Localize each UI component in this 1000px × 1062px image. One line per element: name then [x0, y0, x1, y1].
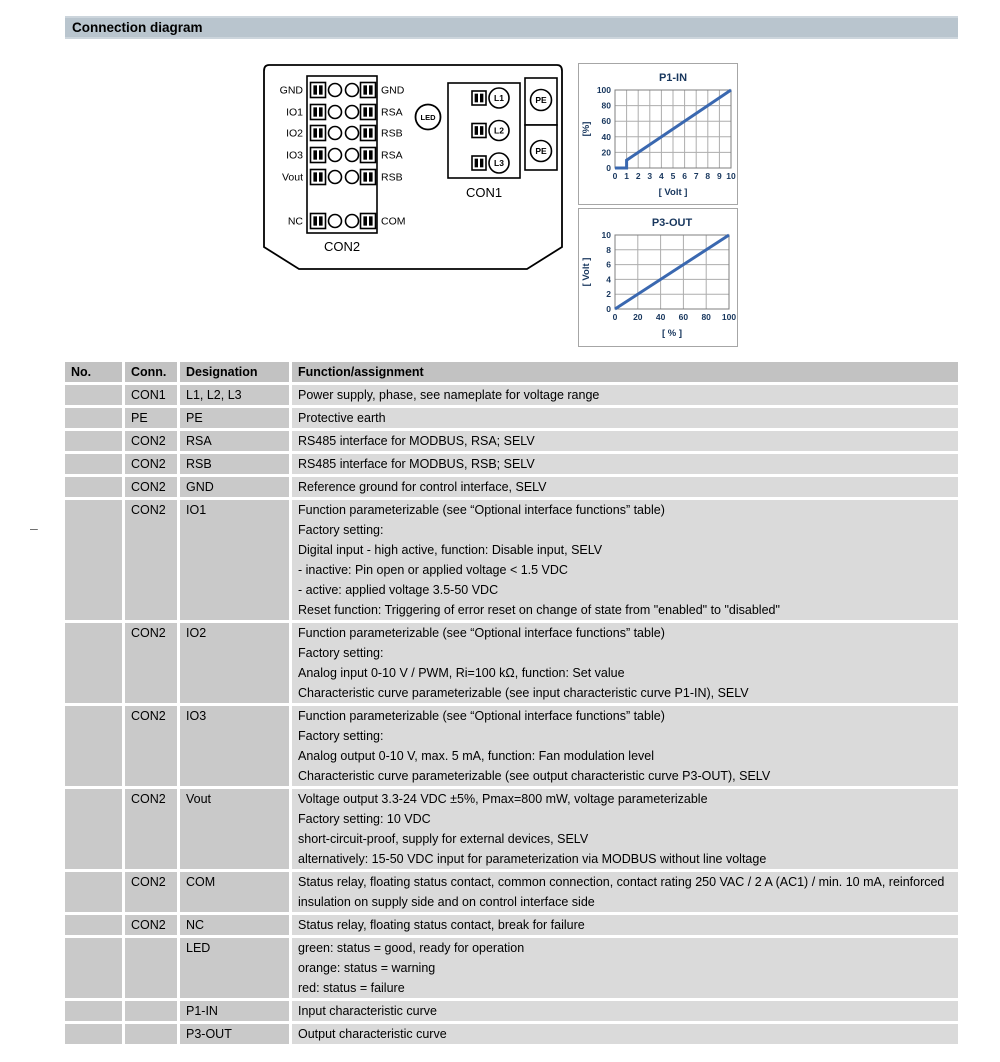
- function-line: Voltage output 3.3-24 VDC ±5%, Pmax=800 mW, voltage parameterizable: [298, 792, 708, 806]
- terminal-contact-icon: [472, 156, 486, 170]
- x-tick-label: 8: [705, 171, 711, 181]
- table-cell-conn: CON2: [125, 915, 177, 935]
- table-cell-designation: NC: [180, 915, 289, 935]
- terminal-pin-icon: [313, 150, 317, 159]
- table-row: [65, 789, 958, 869]
- terminal-pin-icon: [363, 107, 367, 116]
- terminal-pin-icon: [475, 94, 478, 103]
- table-cell-designation: IO3: [180, 706, 289, 786]
- chart-title: P3-OUT: [651, 217, 693, 229]
- contact-hole-icon: [346, 106, 359, 119]
- x-tick-label: 9: [717, 171, 722, 181]
- con1-caption: CON1: [465, 185, 503, 200]
- table-header-cell: No.: [65, 362, 122, 382]
- table-cell-no: [65, 454, 122, 474]
- function-line: Output characteristic curve: [298, 1027, 447, 1041]
- y-tick-label: 60: [601, 116, 611, 127]
- terminal-pin-icon: [369, 150, 373, 159]
- function-line: Status relay, floating status contact, break for failure: [298, 918, 585, 932]
- x-tick-label: 2: [635, 171, 641, 181]
- contact-hole-icon: [329, 84, 342, 97]
- function-line: orange: status = warning: [298, 961, 436, 975]
- y-tick-label: 2: [606, 289, 611, 300]
- terminal-pin-icon: [363, 216, 367, 225]
- function-line: Characteristic curve parameterizable (see input characteristic curve P1-IN), SELV: [298, 686, 749, 700]
- x-tick-label: 6: [682, 171, 687, 181]
- table-cell-no: [65, 1024, 122, 1044]
- terminal-contact-icon: [311, 83, 326, 98]
- phase-label: L2: [494, 125, 504, 136]
- con2-left-pin-label: IO2: [286, 127, 303, 140]
- x-tick-label: 4: [659, 171, 664, 181]
- function-line: Function parameterizable (see “Optional interface functions” table): [298, 503, 665, 517]
- table-cell-no: [65, 623, 122, 703]
- terminal-pin-icon: [369, 172, 373, 181]
- table-cell-designation: GND: [180, 477, 289, 497]
- table-cell-designation: P3-OUT: [180, 1024, 289, 1044]
- table-cell-designation: PE: [180, 408, 289, 428]
- table-cell-conn: CON2: [125, 872, 177, 912]
- table-cell-designation: RSA: [180, 431, 289, 451]
- y-tick-label: 0: [606, 304, 611, 314]
- chart-p3-out: [578, 208, 738, 347]
- table-cell-conn: [125, 1001, 177, 1021]
- y-tick-label: 40: [601, 131, 611, 142]
- table-cell-no: [65, 385, 122, 405]
- table-cell-designation: RSB: [180, 454, 289, 474]
- table-cell-function: [292, 938, 958, 998]
- terminal-contact-icon: [361, 148, 376, 163]
- function-line: RS485 interface for MODBUS, RSB; SELV: [298, 457, 535, 471]
- connection-table: [65, 362, 958, 1047]
- table-cell-designation: P1-IN: [180, 1001, 289, 1021]
- y-tick-label: 80: [601, 100, 611, 111]
- terminal-pin-icon: [319, 172, 323, 181]
- function-line: red: status = failure: [298, 981, 405, 995]
- x-tick-label: 7: [693, 171, 699, 181]
- con2-right-pin-label: RSA: [381, 149, 403, 162]
- function-line: Power supply, phase, see nameplate for voltage range: [298, 388, 600, 402]
- table-cell-designation: LED: [180, 938, 289, 998]
- function-line: Function parameterizable (see “Optional interface functions” table): [298, 709, 665, 723]
- terminal-pin-icon: [369, 85, 373, 94]
- table-row: [65, 385, 958, 405]
- table-cell-conn: CON2: [125, 500, 177, 620]
- x-tick-label: 20: [633, 312, 643, 322]
- terminal-contact-icon: [311, 214, 326, 229]
- con2-right-pin-label: COM: [381, 215, 406, 228]
- con2-right-pin-label: RSB: [381, 127, 403, 140]
- contact-hole-icon: [329, 149, 342, 162]
- function-line: Input characteristic curve: [298, 1004, 437, 1018]
- x-tick-label: 3: [647, 171, 653, 181]
- table-cell-designation: COM: [180, 872, 289, 912]
- function-line: Reset function: Triggering of error reset on change of state from "enabled" to "disabled": [298, 603, 780, 617]
- table-cell-function: [292, 408, 958, 428]
- page-side-mark: –: [30, 520, 38, 536]
- table-cell-function: [292, 431, 958, 451]
- terminal-pin-icon: [369, 128, 373, 137]
- terminal-pin-icon: [313, 172, 317, 181]
- terminal-pin-icon: [369, 107, 373, 116]
- con2-left-pin-label: IO3: [286, 149, 303, 162]
- terminal-pin-icon: [480, 159, 483, 168]
- con2-right-pin-label: RSA: [381, 106, 403, 119]
- terminal-pin-icon: [319, 85, 323, 94]
- y-tick-label: 8: [606, 244, 611, 255]
- table-cell-no: [65, 938, 122, 998]
- terminal-pin-icon: [480, 126, 483, 135]
- function-line: - inactive: Pin open or applied voltage < 1.5 VDC: [298, 563, 568, 577]
- x-tick-label: 40: [655, 312, 666, 322]
- chart-p1-in: [578, 63, 738, 205]
- section-title: Connection diagram: [72, 20, 203, 35]
- table-cell-function: [292, 500, 958, 620]
- table-cell-conn: CON2: [125, 706, 177, 786]
- y-tick-label: 0: [606, 163, 611, 173]
- terminal-pin-icon: [480, 94, 483, 103]
- table-cell-no: [65, 408, 122, 428]
- table-cell-no: [65, 706, 122, 786]
- table-cell-no: [65, 789, 122, 869]
- table-cell-function: [292, 706, 958, 786]
- y-axis-label: [%]: [581, 121, 592, 137]
- table-row: [65, 1024, 958, 1044]
- con2-left-pin-label: IO1: [286, 106, 303, 119]
- data-series-line: [615, 235, 729, 309]
- x-tick-label: 60: [678, 312, 689, 322]
- terminal-pin-icon: [475, 159, 478, 168]
- table-cell-function: [292, 789, 958, 869]
- x-axis-label: [ % ]: [661, 328, 683, 339]
- terminal-pin-icon: [319, 216, 323, 225]
- con2-left-pin-label: Vout: [281, 171, 303, 184]
- contact-hole-icon: [346, 171, 359, 184]
- terminal-pin-icon: [319, 150, 323, 159]
- table-cell-conn: CON2: [125, 789, 177, 869]
- table-cell-designation: IO1: [180, 500, 289, 620]
- con1-rows: [472, 88, 509, 173]
- contact-hole-icon: [346, 127, 359, 140]
- terminal-pin-icon: [313, 216, 317, 225]
- table-row: [65, 454, 958, 474]
- table-cell-designation: IO2: [180, 623, 289, 703]
- table-cell-function: [292, 915, 958, 935]
- table-cell-function: [292, 1024, 958, 1044]
- terminal-contact-icon: [311, 126, 326, 141]
- terminal-pin-icon: [363, 172, 367, 181]
- x-tick-label: 10: [726, 171, 736, 181]
- terminal-pin-icon: [313, 85, 317, 94]
- table-row: [65, 500, 958, 620]
- terminal-contact-icon: [472, 91, 486, 105]
- function-line: Digital input - high active, function: Disable input, SELV: [298, 543, 603, 557]
- table-cell-no: [65, 915, 122, 935]
- table-cell-conn: [125, 938, 177, 998]
- y-tick-label: 100: [596, 85, 611, 95]
- terminal-contact-icon: [472, 124, 486, 138]
- table-row: [65, 477, 958, 497]
- contact-hole-icon: [346, 215, 359, 228]
- x-axis-label: [ Volt ]: [658, 187, 688, 198]
- pe-label-1: PE: [535, 95, 547, 105]
- function-line: RS485 interface for MODBUS, RSA; SELV: [298, 434, 535, 448]
- terminal-pin-icon: [319, 107, 323, 116]
- table-header-cell: Conn.: [125, 362, 177, 382]
- terminal-pin-icon: [475, 126, 478, 135]
- table-row: [65, 431, 958, 451]
- table-cell-conn: CON2: [125, 477, 177, 497]
- table-cell-conn: CON1: [125, 385, 177, 405]
- terminal-pin-icon: [363, 128, 367, 137]
- table-cell-function: [292, 623, 958, 703]
- contact-hole-icon: [329, 106, 342, 119]
- contact-hole-icon: [329, 215, 342, 228]
- con2-right-pin-label: GND: [381, 84, 405, 97]
- phase-label: L1: [494, 93, 504, 103]
- table-cell-function: [292, 872, 958, 912]
- table-row: [65, 623, 958, 703]
- function-line: Function parameterizable (see “Optional interface functions” table): [298, 626, 665, 640]
- table-cell-no: [65, 431, 122, 451]
- contact-hole-icon: [329, 127, 342, 140]
- x-tick-label: 80: [701, 312, 711, 322]
- function-line: Status relay, floating status contact, common connection, contact rating 250 VAC / 2 A (AC1) / min. 10 mA, reinforced insulation on supply side and on control interface side: [298, 875, 945, 909]
- function-line: Factory setting:: [298, 646, 384, 660]
- function-line: Analog input 0-10 V / PWM, Ri=100 kΩ, function: Set value: [298, 666, 625, 680]
- y-tick-label: 4: [606, 274, 611, 285]
- phase-label: L3: [494, 158, 504, 168]
- terminal-contact-icon: [361, 170, 376, 185]
- terminal-contact-icon: [311, 170, 326, 185]
- x-tick-label: 0: [612, 312, 618, 322]
- table-cell-function: [292, 454, 958, 474]
- contact-hole-icon: [329, 171, 342, 184]
- function-line: Factory setting:: [298, 523, 384, 537]
- terminal-contact-icon: [311, 105, 326, 120]
- table-cell-function: [292, 1001, 958, 1021]
- function-line: Factory setting:: [298, 729, 384, 743]
- contact-hole-icon: [346, 149, 359, 162]
- x-tick-label: 1: [624, 171, 629, 181]
- con2-left-pin-label: GND: [279, 84, 303, 97]
- y-axis-label: [ Volt ]: [581, 257, 592, 287]
- terminal-pin-icon: [363, 150, 367, 159]
- table-header-cell: Designation: [180, 362, 289, 382]
- table-cell-conn: PE: [125, 408, 177, 428]
- terminal-contact-icon: [361, 214, 376, 229]
- table-cell-conn: CON2: [125, 454, 177, 474]
- terminal-pin-icon: [313, 128, 317, 137]
- y-tick-label: 10: [601, 230, 611, 240]
- table-cell-no: [65, 872, 122, 912]
- function-line: Analog output 0-10 V, max. 5 mA, function: Fan modulation level: [298, 749, 654, 763]
- terminal-contact-icon: [361, 126, 376, 141]
- table-cell-conn: [125, 1024, 177, 1044]
- table-cell-conn: CON2: [125, 431, 177, 451]
- table-cell-designation: Vout: [180, 789, 289, 869]
- terminal-contact-icon: [311, 148, 326, 163]
- table-header-cell: Function/assignment: [292, 362, 958, 382]
- table-cell-function: [292, 385, 958, 405]
- terminal-pin-icon: [363, 85, 367, 94]
- terminal-pin-icon: [319, 128, 323, 137]
- connection-diagram: [258, 60, 570, 275]
- table-cell-conn: CON2: [125, 623, 177, 703]
- table-cell-function: [292, 477, 958, 497]
- terminal-contact-icon: [361, 83, 376, 98]
- table-row: [65, 706, 958, 786]
- function-line: Factory setting: 10 VDC: [298, 812, 431, 826]
- led-label: LED: [420, 113, 436, 122]
- terminal-pin-icon: [369, 216, 373, 225]
- x-tick-label: 5: [670, 171, 676, 181]
- function-line: green: status = good, ready for operation: [298, 941, 525, 955]
- function-line: short-circuit-proof, supply for external devices, SELV: [298, 832, 589, 846]
- chart-title: P1-IN: [658, 72, 688, 84]
- terminal-pin-icon: [313, 107, 317, 116]
- table-cell-no: [65, 477, 122, 497]
- table-row: [65, 938, 958, 998]
- pe-label-2: PE: [535, 146, 547, 156]
- table-row: [65, 872, 958, 912]
- table-row: [65, 1001, 958, 1021]
- table-cell-designation: L1, L2, L3: [180, 385, 289, 405]
- contact-hole-icon: [346, 84, 359, 97]
- table-row: [65, 915, 958, 935]
- con2-caption: CON2: [323, 239, 361, 254]
- con2-left-pin-label: NC: [287, 215, 303, 228]
- function-line: - active: applied voltage 3.5-50 VDC: [298, 583, 499, 597]
- section-title-bar: [65, 16, 958, 39]
- function-line: Characteristic curve parameterizable (see output characteristic curve P3-OUT), SELV: [298, 769, 771, 783]
- x-tick-label: 0: [612, 171, 618, 181]
- y-tick-label: 6: [606, 259, 611, 270]
- function-line: alternatively: 15-50 VDC input for parameterization via MODBUS without line voltage: [298, 852, 767, 866]
- con2-right-pin-label: RSB: [381, 171, 403, 184]
- table-row: [65, 408, 958, 428]
- function-line: Protective earth: [298, 411, 386, 425]
- y-tick-label: 20: [601, 147, 611, 158]
- function-line: Reference ground for control interface, SELV: [298, 480, 547, 494]
- table-cell-no: [65, 500, 122, 620]
- table-header-row: [65, 362, 958, 382]
- x-tick-label: 100: [721, 312, 737, 322]
- terminal-contact-icon: [361, 105, 376, 120]
- table-cell-no: [65, 1001, 122, 1021]
